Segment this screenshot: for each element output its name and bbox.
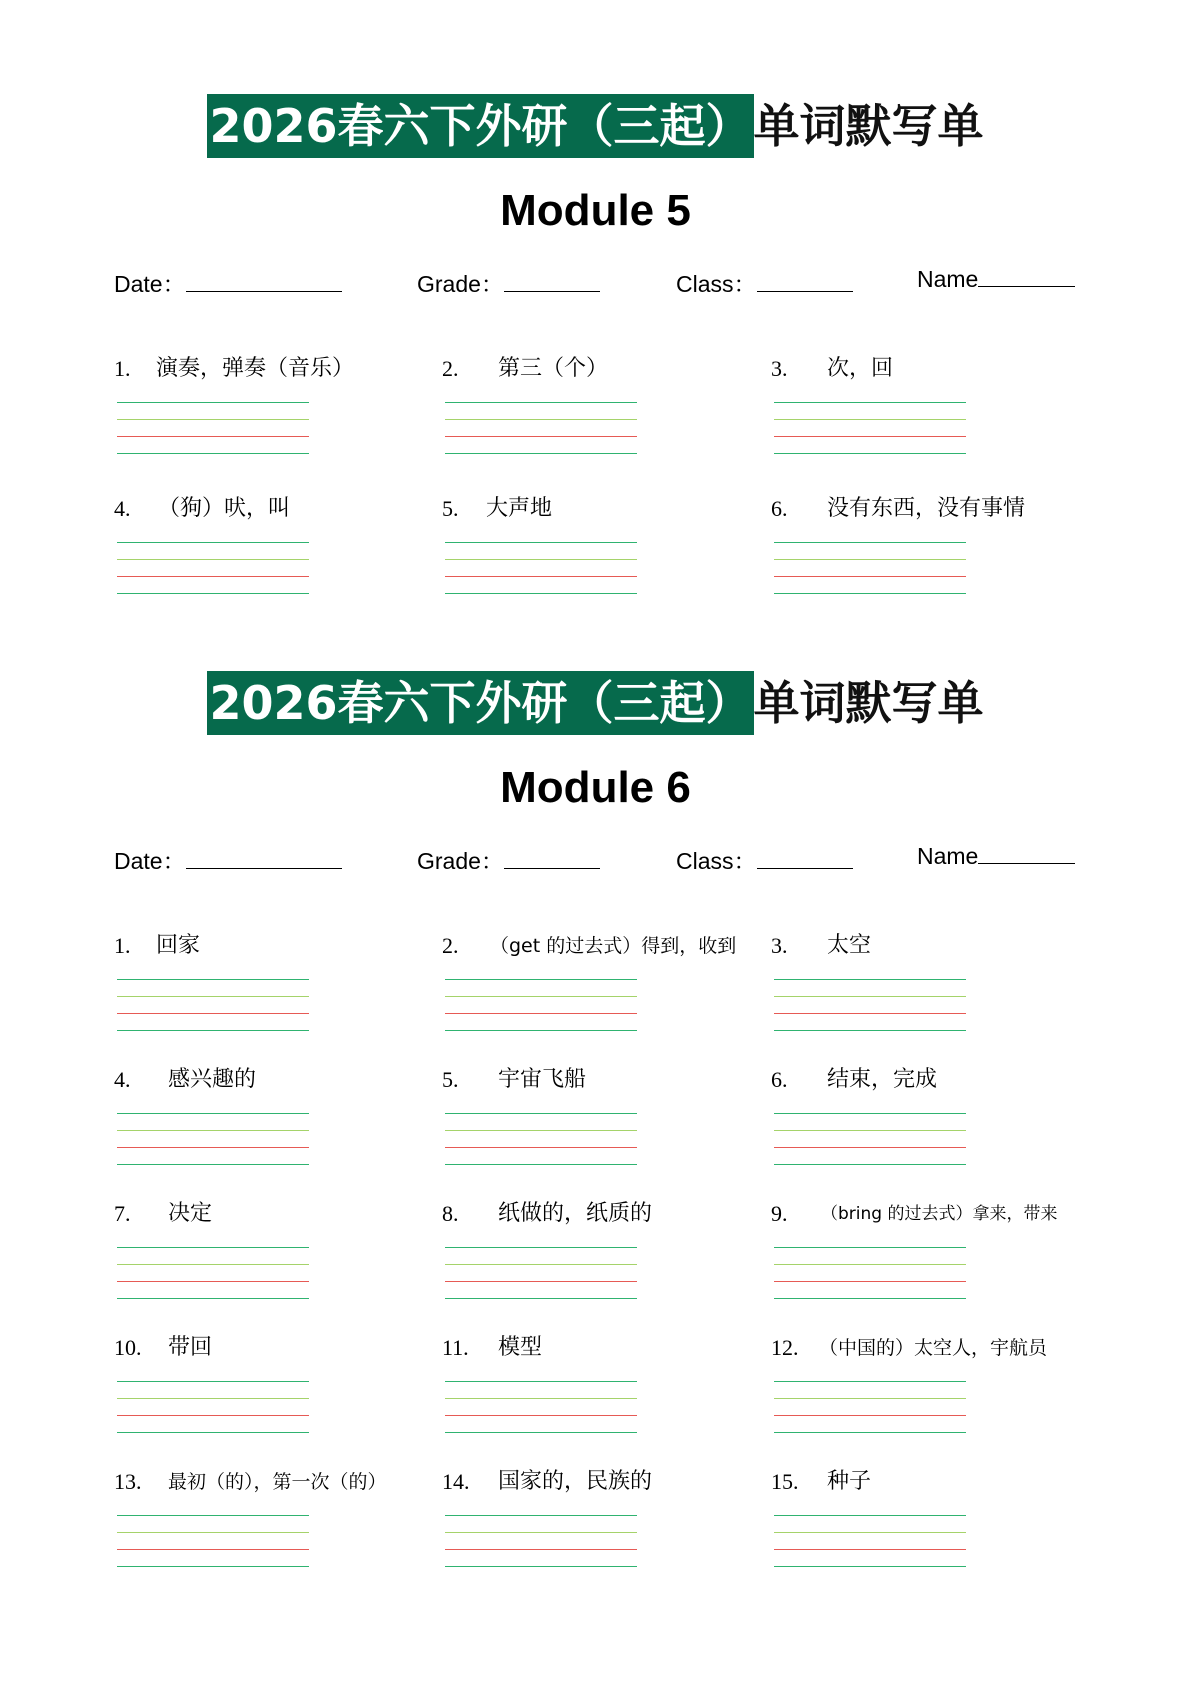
item-number: 6. <box>771 496 788 521</box>
item-prompt: 第三（个） <box>498 356 609 381</box>
date-field <box>114 266 342 299</box>
item-number: 6. <box>771 1067 788 1092</box>
module-heading: Module 6 <box>500 763 691 812</box>
item-prompt: 太空 <box>827 933 872 958</box>
item-number: 11. <box>442 1335 469 1360</box>
item-prompt: 最初（的），第一次（的） <box>168 1471 387 1493</box>
item-prompt: 种子 <box>827 1469 872 1494</box>
item-prompt: 感兴趣的 <box>168 1067 257 1092</box>
item-number: 3. <box>771 356 788 381</box>
item-number: 2. <box>442 933 459 958</box>
item-prompt: （bring 的过去式）拿来，带来 <box>821 1204 1058 1224</box>
writing-lines[interactable] <box>445 1113 637 1165</box>
date-field <box>114 843 342 876</box>
title-rest: 单词默写单 <box>753 99 984 153</box>
writing-lines[interactable] <box>774 1381 966 1433</box>
name-field <box>917 266 1075 293</box>
name-label: Name <box>917 266 979 292</box>
item-prompt: 演奏，弹奏（音乐） <box>156 356 355 381</box>
item-prompt: 带回 <box>168 1335 213 1360</box>
item-number: 7. <box>114 1201 131 1226</box>
item-number: 13. <box>114 1469 142 1494</box>
class-label: Class： <box>676 271 757 297</box>
writing-lines[interactable] <box>445 1381 637 1433</box>
grade-field <box>417 843 600 876</box>
class-blank[interactable] <box>757 850 853 869</box>
item-prompt: （get 的过去式）得到，收到 <box>490 935 737 957</box>
writing-lines[interactable] <box>117 542 309 594</box>
grade-blank[interactable] <box>504 273 600 292</box>
writing-lines[interactable] <box>445 1515 637 1567</box>
item-prompt: 国家的，民族的 <box>498 1469 653 1494</box>
date-blank[interactable] <box>186 850 342 869</box>
date-blank[interactable] <box>186 273 342 292</box>
item-number: 1. <box>114 356 131 381</box>
item-number: 3. <box>771 933 788 958</box>
name-field <box>917 843 1075 870</box>
item-prompt: 模型 <box>498 1335 543 1360</box>
item-number: 9. <box>771 1201 788 1226</box>
item-prompt: 大声地 <box>486 496 553 521</box>
item-prompt: （狗）吠，叫 <box>158 496 291 521</box>
class-field <box>676 266 853 299</box>
item-prompt: 纸做的，纸质的 <box>498 1201 653 1226</box>
writing-lines[interactable] <box>117 1113 309 1165</box>
writing-lines[interactable] <box>117 979 309 1031</box>
class-label: Class： <box>676 848 757 874</box>
class-field <box>676 843 853 876</box>
writing-lines[interactable] <box>445 979 637 1031</box>
item-number: 2. <box>442 356 459 381</box>
class-blank[interactable] <box>757 273 853 292</box>
item-number: 5. <box>442 496 459 521</box>
writing-lines[interactable] <box>117 402 309 454</box>
item-prompt: 决定 <box>168 1201 213 1226</box>
writing-lines[interactable] <box>774 542 966 594</box>
date-label: Date： <box>114 271 186 297</box>
writing-lines[interactable] <box>445 402 637 454</box>
name-blank[interactable] <box>978 845 1075 864</box>
module-heading: Module 5 <box>500 186 691 235</box>
item-prompt: （中国的）太空人，宇航员 <box>819 1337 1048 1359</box>
item-number: 4. <box>114 1067 131 1092</box>
writing-lines[interactable] <box>774 1515 966 1567</box>
item-prompt: 没有东西，没有事情 <box>827 496 1026 521</box>
item-number: 4. <box>114 496 131 521</box>
name-label: Name <box>917 843 979 869</box>
item-prompt: 次，回 <box>827 356 894 381</box>
grade-field <box>417 266 600 299</box>
grade-label: Grade： <box>417 271 504 297</box>
item-number: 1. <box>114 933 131 958</box>
title-highlight: 2026春六下外研（三起） <box>207 671 753 735</box>
writing-lines[interactable] <box>774 402 966 454</box>
grade-label: Grade： <box>417 848 504 874</box>
worksheet-title <box>0 671 1191 735</box>
item-prompt: 回家 <box>156 933 201 958</box>
writing-lines[interactable] <box>774 1247 966 1299</box>
writing-lines[interactable] <box>445 1247 637 1299</box>
item-number: 15. <box>771 1469 799 1494</box>
grade-blank[interactable] <box>504 850 600 869</box>
item-prompt: 宇宙飞船 <box>498 1067 587 1092</box>
date-label: Date： <box>114 848 186 874</box>
writing-lines[interactable] <box>774 979 966 1031</box>
item-number: 14. <box>442 1469 470 1494</box>
writing-lines[interactable] <box>774 1113 966 1165</box>
writing-lines[interactable] <box>117 1515 309 1567</box>
title-rest: 单词默写单 <box>753 676 984 730</box>
writing-lines[interactable] <box>445 542 637 594</box>
item-number: 5. <box>442 1067 459 1092</box>
item-number: 12. <box>771 1335 799 1360</box>
item-number: 8. <box>442 1201 459 1226</box>
writing-lines[interactable] <box>117 1381 309 1433</box>
title-highlight: 2026春六下外研（三起） <box>207 94 753 158</box>
item-number: 10. <box>114 1335 142 1360</box>
name-blank[interactable] <box>978 268 1075 287</box>
worksheet-title <box>0 94 1191 158</box>
item-prompt: 结束，完成 <box>827 1067 938 1092</box>
writing-lines[interactable] <box>117 1247 309 1299</box>
